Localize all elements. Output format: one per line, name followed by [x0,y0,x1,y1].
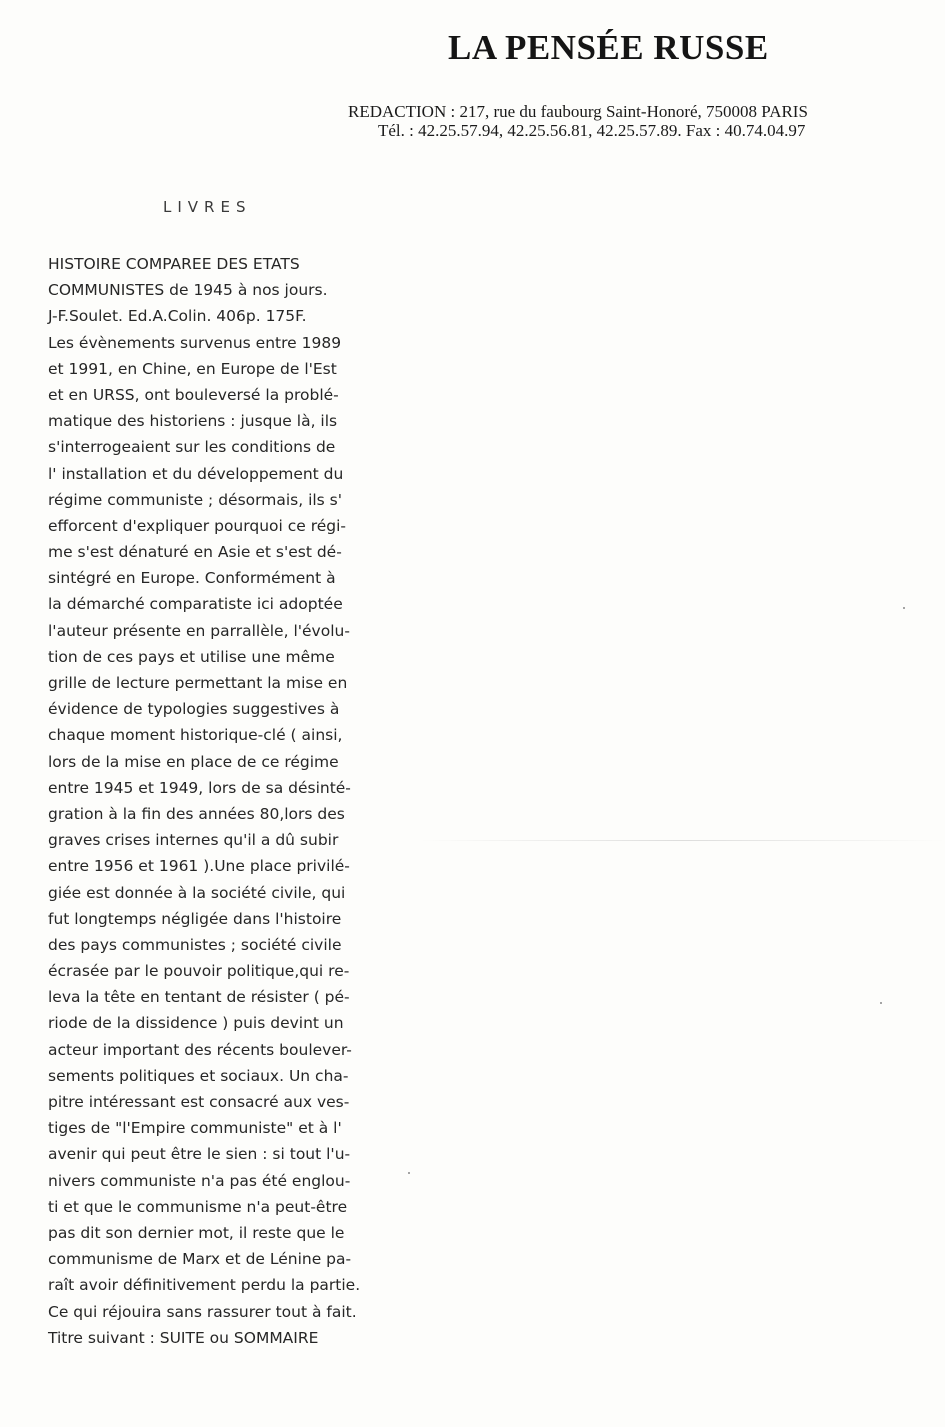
article-line: grille de lecture permettant la mise en [48,674,348,692]
redaction-address: REDACTION : 217, rue du faubourg Saint-Honoré, 750008 PARIS [348,102,808,121]
article-line: HISTOIRE COMPAREE DES ETATS [48,255,300,273]
article-line: l' installation et du développement du [48,464,344,483]
paper-speck [880,1002,882,1004]
article-line: et 1991, en Chine, en Europe de l'Est [48,359,337,378]
redaction-address-block [348,102,808,140]
article-line: Les évènements survenus entre 1989 [48,333,342,352]
article-line: chaque moment historique-clé ( ainsi, [48,726,343,745]
article-line: giée est donnée à la société civile, qui [48,883,346,902]
article-line: évidence de typologies suggestives à [48,700,340,719]
article-line: ti et que le communisme n'a peut-être [48,1197,348,1216]
article-line: des pays communistes ; société civile [48,935,342,954]
article-line: pitre intéressant est consacré aux ves- [48,1093,350,1111]
article-line: gration à la fin des années 80,lors des [48,804,345,823]
article-line: matique des historiens : jusque là, ils [48,412,338,431]
article-line: entre 1956 et 1961 ).Une place privilé- [48,857,350,876]
article-line: la démarché comparatiste ici adoptée [48,595,343,614]
article-line: sements politiques et sociaux. Un cha- [48,1066,349,1085]
article-line: sintégré en Europe. Conformément à [48,569,336,588]
masthead-title: LA PENSÉE RUSSE [448,28,769,67]
article-line: COMMUNISTES de 1945 à nos jours. [48,281,328,300]
article-line: l'auteur présente en parrallèle, l'évolu- [48,621,350,640]
contact-phone-fax: Tél. : 42.25.57.94, 42.25.56.81, 42.25.57.89. Fax : 40.74.04.97 [378,121,806,140]
article-line: me s'est dénaturé en Asie et s'est dé- [48,543,342,562]
article-line: fut longtemps négligée dans l'histoire [48,909,342,928]
article-line: leva la tête en tentant de résister ( pé- [48,988,350,1007]
article-line: graves crises internes qu'il a dû subir [48,831,339,850]
article-line: efforcent d'expliquer pourquoi ce régi- [48,516,347,535]
article-line: acteur important des récents boulever- [48,1040,352,1059]
book-review-article [48,251,408,1351]
article-line: Titre suivant : SUITE ou SOMMAIRE [48,1328,319,1347]
article-line: s'interrogeaient sur les conditions de [48,438,336,457]
article-line: J-F.Soulet. Ed.A.Colin. 406p. 175F. [48,307,307,326]
article-line: écrasée par le pouvoir politique,qui re- [48,962,350,981]
paper-fold-line [420,840,945,841]
article-line: régime communiste ; désormais, ils s' [48,490,343,509]
article-line: tiges de "l'Empire communiste" et à l' [48,1119,342,1138]
article-line: entre 1945 et 1949, lors de sa désinté- [48,778,351,797]
article-line: raît avoir définitivement perdu la partie. [48,1276,361,1295]
article-line: communisme de Marx et de Lénine pa- [48,1250,352,1269]
paper-speck [903,607,905,609]
article-line: riode de la dissidence ) puis devint un [48,1014,344,1033]
section-title-livres: LIVRES [163,198,252,216]
article-line: et en URSS, ont bouleversé la problé- [48,385,339,404]
article-line: lors de la mise en place de ce régime [48,752,339,771]
paper-speck [408,1172,410,1174]
article-line: pas dit son dernier mot, il reste que le [48,1223,345,1242]
article-line: Ce qui réjouira sans rassurer tout à fait. [48,1302,357,1321]
article-line: avenir qui peut être le sien : si tout l'u- [48,1145,351,1164]
article-line: tion de ces pays et utilise une même [48,647,335,666]
article-line: nivers communiste n'a pas été englou- [48,1171,351,1190]
